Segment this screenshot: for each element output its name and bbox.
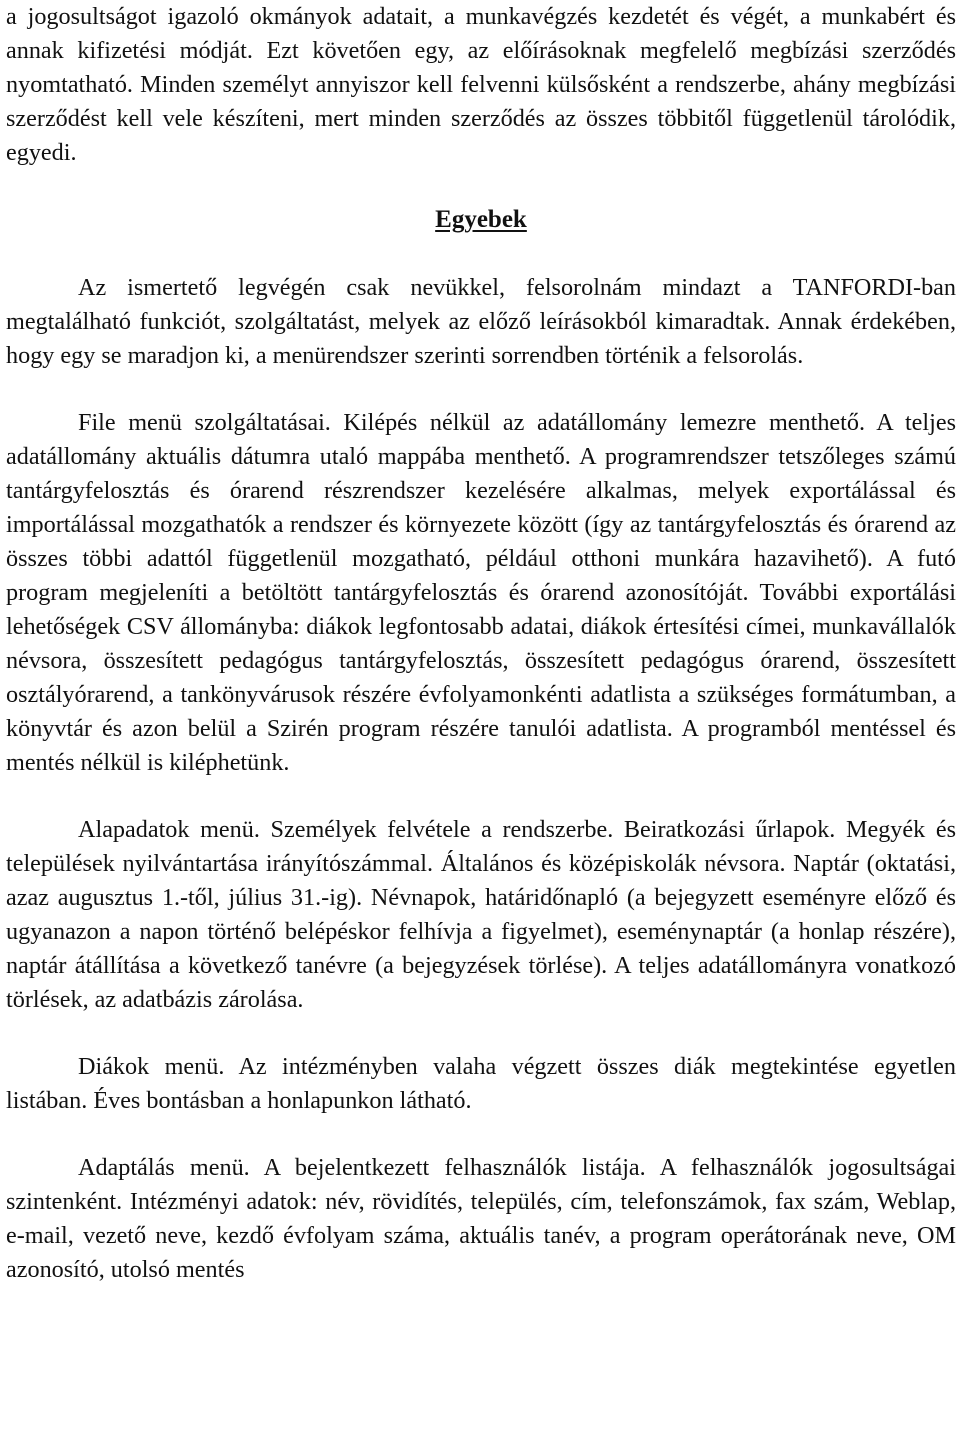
document-page — [6, 0, 956, 1287]
spacer — [6, 373, 956, 406]
egyebek-paragraph: Az ismertető legvégén csak nevükkel, felsorolnám mindazt a TANFORDI-ban megtalálható funkciót, szolgáltatást, melyek az előző leírásokból kimaradtak. Annak érdekében, hogy egy se maradjon ki, a menürendszer szerinti sorrendben történik a felsorolás. — [6, 274, 956, 369]
section-heading-egyebek: Egyebek — [435, 206, 527, 233]
diakok-paragraph: Diákok menü. Az intézményben valaha végzett összes diák megtekintése egyetlen listában. Éves bontásban a honlapunkon látható. — [6, 1053, 956, 1114]
file-menu-paragraph: File menü szolgáltatásai. Kilépés nélkül az adatállomány lemezre menthető. A teljes adatállomány aktuális dátumra utaló mappába menthető. A programrendszer tetszőleges számú tantárgyfelosztás és órarend részrendszer kezelésére alkalmas, melyek exportálással és importálással mozgathatók a rendszer és környezete között (így az tantárgyfelosztás és órarend az összes többi adattól függetlenül mozgatható, például otthoni munkára hazavihető). A futó program megjeleníti a betöltött tantárgyfelosztás és órarend azonosítóját. További exportálási lehetőségek CSV állományba: diákok legfontosabb adatai, diákok értesítési címei, munkavállalók névsora, összesített pedagógus tantárgyfelosztás, összesített pedagógus órarend, összesített osztályórarend, a tankönyvárusok részére évfolyamonkénti adatlista a szükséges formátumban, a könyvtár és azon belül a Szirén program részére tanulói adatlista. A programból mentéssel és mentés nélkül is kiléphetünk. — [6, 409, 956, 776]
spacer — [6, 170, 956, 203]
intro-paragraph: a jogosultságot igazoló okmányok adatait, a munkavégzés kezdetét és végét, a munkabért és annak kifizetési módját. Ezt követően egy, az előírásoknak megfelelő megbízási szerződés nyomtatható. Minden személyt annyiszor kell felvenni külsősként a rendszerbe, ahány megbízási szerződést kell vele készíteni, mert minden szerződés az összes többitől függetlenül tárolódik, egyedi. — [6, 3, 956, 166]
spacer — [6, 1118, 956, 1151]
adaptalas-paragraph: Adaptálás menü. A bejelentkezett felhasználók listája. A felhasználók jogosultságai szintenként. Intézményi adatok: név, rövidítés, település, cím, telefonszámok, fax szám, Weblap, e-mail, vezető neve, kezdő évfolyam száma, aktuális tanév, a program operátorának neve, OM azonosító, utolsó mentés — [6, 1154, 956, 1283]
spacer — [6, 1017, 956, 1050]
spacer — [6, 780, 956, 813]
alapadatok-paragraph: Alapadatok menü. Személyek felvétele a rendszerbe. Beiratkozási űrlapok. Megyék és települések nyilvántartása irányítószámmal. Általános és középiskolák névsora. Naptár (oktatási, azaz augusztus 1.-től, július 31.-ig). Névnapok, határidőnapló (a bejegyzett eseményre előző és ugyanazon a napon történő belépéskor felhívja a figyelmet), eseménynaptár (a honlap részére), naptár átállítása a következő tanévre (a bejegyzések törlése). A teljes adatállományra vonatkozó törlések, az adatbázis zárolása. — [6, 816, 956, 1013]
spacer — [6, 237, 956, 271]
